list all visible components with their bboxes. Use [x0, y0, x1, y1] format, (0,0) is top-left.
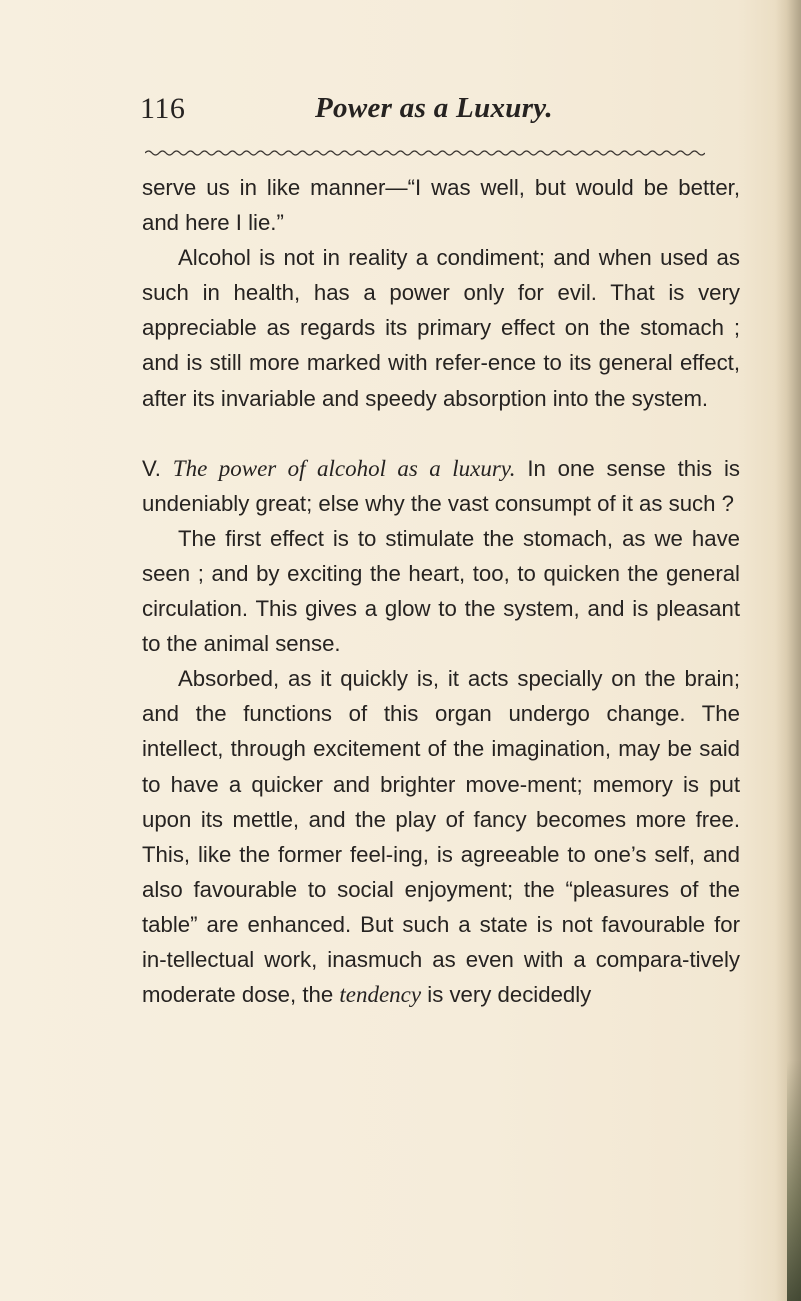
- absorbed-text-end: is very decidedly: [427, 982, 592, 1008]
- body-text: [142, 170, 740, 1012]
- section-text: In one sense this is undeniably great; else why the vast consumpt of it as such ?: [142, 455, 740, 516]
- paragraph-section-v: [142, 451, 740, 521]
- paragraph-first-effect: The first effect is to stimulate the stomach, as we have seen ; and by exciting the heart, too, to quicken the general circulation. This gives a glow to the system, and is pleasant to the animal sense.: [142, 525, 740, 657]
- page-number: 116: [140, 92, 186, 125]
- paragraph-continuation: serve us in like manner—“I was well, but would be better, and here I lie.”: [142, 175, 740, 236]
- paragraph-alcohol-condiment: Alcohol is not in reality a condiment; and when used as such in health, has a power only for evil. That is very appreciable as regards its primary effect on the stomach ; and is still more marked with refer-ence to its general effect, after its invariable and speedy absorption into the system.: [142, 245, 740, 411]
- page-header: [140, 92, 740, 136]
- section-number: V.: [142, 455, 161, 481]
- running-title: Power as a Luxury.: [315, 92, 553, 124]
- paragraph-absorbed: [142, 661, 740, 1012]
- emphasis-word: tendency: [339, 982, 422, 1008]
- absorbed-text: Absorbed, as it quickly is, it acts specially on the brain; and the functions of this organ undergo change. The intellect, through excitement of the imagination, may be said to have a quicker and brighter move-ment; memory is put upon its mettle, and the play of fancy becomes more free. This, like the former feel-ing, is agreeable to one’s self, and also favourable to social enjoyment; the “pleasures of the table” are enhanced. But such a state is not favourable for in-tellectual work, inasmuch as even with a compara-tively moderate dose, the: [142, 666, 740, 1008]
- page-edge-stain: [787, 1060, 801, 1301]
- section-heading: The power of alcohol as a luxury.: [172, 455, 516, 481]
- ornamental-rule: [145, 148, 705, 158]
